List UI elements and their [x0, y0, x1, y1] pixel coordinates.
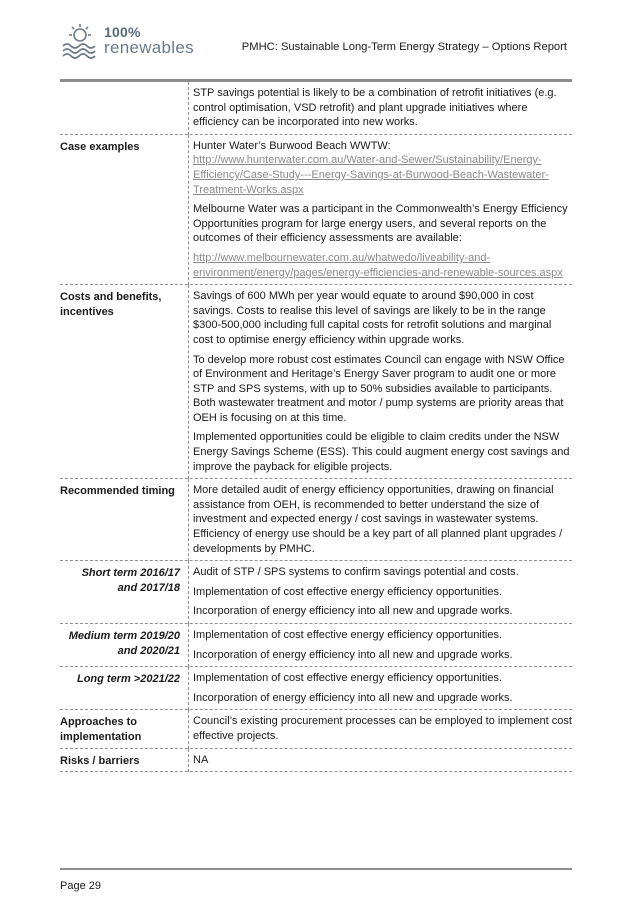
row-label: Costs and benefits, incentives — [60, 291, 162, 318]
sun-wind-water-icon — [60, 24, 100, 60]
table-row-medium-term — [60, 624, 572, 667]
row-label: Short term 2016/17 and 2017/18 — [81, 567, 180, 594]
paragraph: Savings of 600 MWh per year would equate to around $90,000 in cost savings. Costs to realise this level of savings are likely to be in the range $300-500,000 including full capital costs for retrofit solutions and marginal cost to optimise energy efficiency within upgrade works. — [193, 290, 552, 346]
row-content — [193, 710, 572, 747]
row-content — [193, 561, 572, 623]
row-content — [193, 82, 572, 134]
logo-wordmark-bottom: renewables — [104, 38, 194, 57]
options-table — [60, 82, 572, 772]
paragraph: Implementation of cost effective energy efficiency opportunities. — [193, 672, 502, 685]
row-label: Medium term 2019/20 and 2020/21 — [68, 630, 180, 657]
document-title: PMHC: Sustainable Long-Term Energy Strategy – Options Report — [241, 41, 567, 53]
paragraph — [193, 251, 572, 280]
paragraph: Implementation of cost effective energy efficiency opportunities. — [193, 585, 502, 598]
paragraph: Incorporation of energy efficiency into all new and upgrade works. — [193, 605, 513, 618]
melbourne-water-link[interactable]: http://www.melbournewater.com.au/whatwedo/liveability-and-environment/energy/pages/energy-efficiencies-and-renewable-sources.aspx — [193, 251, 563, 279]
paragraph: Incorporation of energy efficiency into all new and upgrade works. — [193, 648, 513, 661]
row-content — [193, 667, 572, 709]
table-row-recommended-timing — [60, 479, 572, 561]
logo — [60, 22, 210, 62]
table-row-approaches — [60, 710, 572, 748]
row-label: Risks / barriers — [60, 754, 140, 767]
paragraph — [193, 139, 572, 197]
logo-wordmark-top: 100% — [104, 24, 141, 40]
row-content — [193, 749, 572, 772]
table-row-short-term — [60, 561, 572, 624]
paragraph: Implementation of cost effective energy efficiency opportunities. — [193, 629, 502, 641]
row-content — [193, 624, 572, 666]
row-label: Long term >2021/22 — [76, 673, 180, 686]
row-content — [193, 135, 572, 284]
table-row-risks — [60, 749, 572, 773]
paragraph: More detailed audit of energy efficiency opportunities, drawing on financial assistance from OEH, is recommended to better understand the size of investment and expected energy / cost savings in wastewater systems. Efficiency of energy use should be a key part of all planned plant upgrades / developments by PMHC. — [193, 484, 563, 555]
paragraph: Audit of STP / SPS systems to confirm savings potential and costs. — [193, 566, 519, 579]
row-content — [193, 479, 572, 560]
row-label: Case examples — [60, 140, 140, 153]
hunter-water-heading: Hunter Water’s Burwood Beach WWTW: — [193, 139, 391, 152]
hunter-water-link[interactable]: http://www.hunterwater.com.au/Water-and-Sewer/Sustainability/Energy-Efficiency/Case-Study---Energy-Savings-at-Burwood-Beach-Wastewater-Treatment-Works.aspx — [193, 154, 549, 196]
row-label: Approaches to implementation — [60, 716, 142, 743]
paragraph: Council’s existing procurement processes can be employed to implement cost effective projects. — [193, 715, 572, 742]
row-content — [193, 285, 572, 478]
page-number: Page 29 — [60, 880, 101, 892]
paragraph: STP savings potential is likely to be a combination of retrofit initiatives (e.g. control optimisation, VSD retrofit) and plant upgrade initiatives where efficiency can be incorporated into new works. — [193, 87, 557, 129]
table-row-long-term — [60, 667, 572, 710]
table-row-stp-savings — [60, 82, 572, 135]
footer-rule — [60, 868, 572, 870]
table-row-costs-benefits — [60, 285, 572, 479]
row-label: Recommended timing — [60, 485, 175, 498]
paragraph: Implemented opportunities could be eligible to claim credits under the NSW Energy Savings Scheme (ESS). This could augment energy cost savings and improve the payback for eligible projects. — [193, 431, 570, 473]
table-row-case-examples — [60, 135, 572, 285]
paragraph: Incorporation of energy efficiency into all new and upgrade works. — [193, 691, 513, 704]
page-header — [60, 22, 575, 62]
paragraph: NA — [193, 753, 209, 766]
paragraph: Melbourne Water was a participant in the Commonwealth’s Energy Efficiency Opportunities program for large energy users, and several reports on the outcomes of their efficiency assessments are available: — [193, 203, 568, 245]
paragraph: To develop more robust cost estimates Council can engage with NSW Office of Environment and Heritage’s Energy Saver program to audit one or more STP and SPS systems, with up to 50% subsidies available to participants. Both wastewater treatment and motor / pump systems are priority areas that OEH is focusing on at this time. — [193, 353, 565, 424]
